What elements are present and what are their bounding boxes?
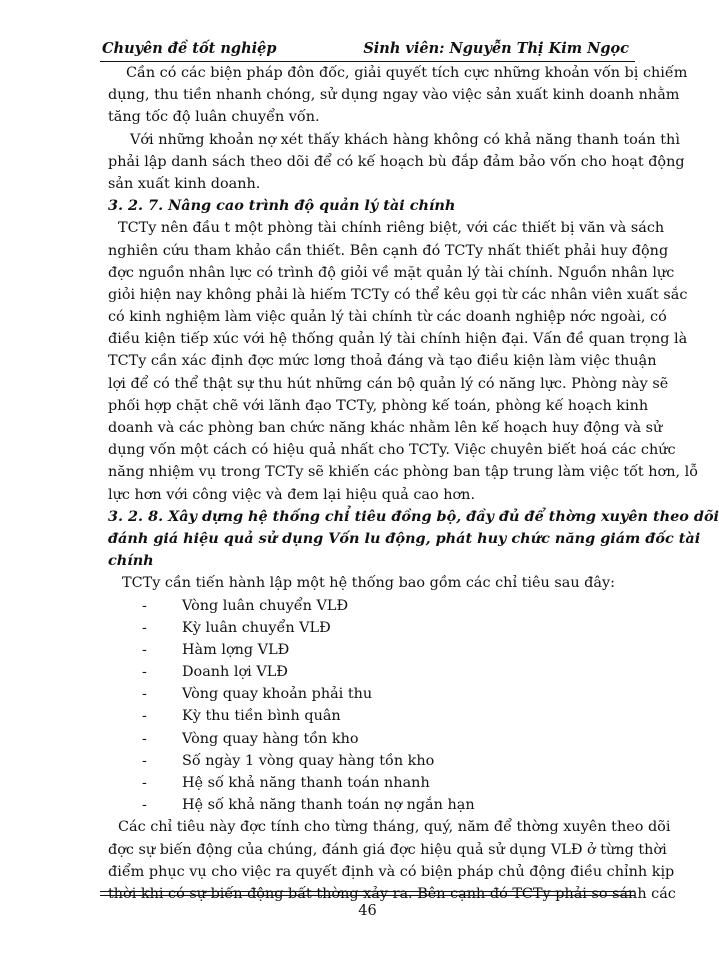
section-heading-line: 3. 2. 8. Xây dựng hệ thống chỉ tiêu đồng bộ, đầy đủ để thờng xuyên theo dõi (108, 507, 719, 525)
list-item (108, 728, 638, 750)
bullet-dash: - (142, 752, 147, 769)
paragraph-line: TCTy nên đầu t một phòng tài chính riêng biệt, với các thiết bị văn và sách (118, 220, 665, 237)
footer-rule-bottom (100, 895, 635, 896)
bullet-dash: - (142, 597, 147, 614)
list-item (108, 705, 638, 727)
bullet-dash: - (142, 708, 147, 725)
paragraph-line: TCTy cần xác định đợc mức lơng thoả đáng và tạo điều kiện làm việc thuận (108, 353, 657, 370)
paragraph-line: Các chỉ tiêu này đợc tính cho từng tháng, quý, năm để thờng xuyên theo dõi (118, 819, 671, 836)
section-heading-line: đánh giá hiệu quả sử dụng Vốn lu động, phát huy chức năng giám đốc tài (108, 529, 701, 547)
bullet-dash: - (142, 797, 147, 814)
list-item-text: Vòng luân chuyển VLĐ (182, 597, 349, 614)
list-item (108, 772, 638, 794)
list-item-text: Kỳ thu tiền bình quân (182, 708, 341, 725)
paragraph-line: dụng vốn một cách có hiệu quả nhất cho TCTy. Việc chuyên biết hoá các chức (108, 442, 676, 459)
list-item-text: Kỳ luân chuyển VLĐ (182, 619, 331, 636)
paragraph-line: nghiên cứu tham khảo cần thiết. Bên cạnh đó TCTy nhất thiết phải huy động (108, 242, 669, 259)
bullet-dash: - (142, 775, 147, 791)
bullet-dash: - (142, 686, 147, 703)
body-text (108, 62, 719, 905)
list-item (108, 750, 638, 772)
paragraph-line: tăng tốc độ luân chuyển vốn. (108, 109, 320, 126)
bullet-dash: - (142, 664, 147, 681)
paragraph-line: doanh và các phòng ban chức năng khác nhằm lên kế hoạch huy động và sử (108, 420, 663, 436)
list-item-text: Số ngày 1 vòng quay hàng tồn kho (182, 752, 435, 769)
bullet-dash: - (142, 641, 147, 658)
paragraph-line: điều kiện tiếp xúc với hệ thống quản lý tài chính hiện đại. Vấn đề quan trọng là (108, 331, 688, 348)
footer-rule-top (100, 891, 635, 892)
list-item (108, 617, 638, 639)
header-left-title: Chuyên đề tốt nghiệp (102, 40, 277, 57)
bullet-dash: - (142, 730, 147, 747)
section-heading-line: 3. 2. 7. Nâng cao trình độ quản lý tài chính (108, 197, 456, 215)
paragraph-line: lợi để có thể thật sự thu hút những cán bộ quản lý có năng lực. Phòng này sẽ (108, 375, 669, 392)
paragraph-line: điểm phục vụ cho việc ra quyết định và có biện pháp chủ động điều chỉnh kịp (108, 863, 675, 880)
section-heading-line: chính (108, 552, 154, 570)
list-item (108, 794, 638, 816)
paragraph-line: lực hơn với công việc và đem lại hiệu quả cao hơn. (108, 486, 476, 503)
paragraph-line: sản xuất kinh doanh. (108, 175, 261, 192)
bullet-dash: - (142, 619, 147, 636)
list-item-text: Hàm lợng VLĐ (182, 641, 290, 658)
paragraph-line: đợc sự biến động của chúng, đánh giá đợc hiệu quả sử dụng VLĐ ở từng thời (108, 841, 667, 858)
paragraph-line: Cần có các biện pháp đôn đốc, giải quyết tích cực những khoản vốn bị chiếm (126, 65, 688, 81)
paragraph-line: TCTy cần tiến hành lập một hệ thống bao gồm các chỉ tiêu sau đây: (122, 575, 615, 592)
list-item (108, 595, 638, 617)
paragraph-line: giỏi hiện nay không phải là hiếm TCTy có thể kêu gọi từ các nhân viên xuất sắc (108, 286, 688, 303)
list-item-text: Hệ số khả năng thanh toán nợ ngắn hạn (182, 797, 475, 814)
paragraph-line: Với những khoản nợ xét thấy khách hàng không có khả năng thanh toán thì (130, 131, 680, 148)
list-item-text: Vòng quay hàng tồn kho (182, 730, 359, 747)
paragraph-line: có kinh nghiệm làm việc quản lý tài chính từ các doanh nghiệp nớc ngoài, có (108, 309, 667, 326)
paragraph-line: năng nhiệm vụ trong TCTy sẽ khiến các phòng ban tập trung làm việc tốt hơn, lỗ (108, 464, 699, 481)
page-number: 46 (358, 903, 377, 919)
paragraph-line: phải lập danh sách theo dõi để có kế hoạch bù đắp đảm bảo vốn cho hoạt động (108, 153, 685, 170)
paragraph-line: phối hợp chặt chẽ với lãnh đạo TCTy, phòng kế toán, phòng kế hoạch kinh (108, 397, 649, 414)
header-right-author: Sinh viên: Nguyễn Thị Kim Ngọc (363, 40, 629, 57)
list-item (108, 683, 638, 705)
list-item (108, 639, 638, 661)
paragraph-line: đợc nguồn nhân lực có trình độ giỏi về mặt quản lý tài chính. Nguồn nhân lực (108, 264, 675, 281)
list-item-text: Vòng quay khoản phải thu (182, 686, 373, 703)
list-item (108, 661, 638, 683)
paragraph-line: dụng, thu tiền nhanh chóng, sử dụng ngay vào việc sản xuất kinh doanh nhằm (108, 87, 680, 104)
list-item-text: Doanh lợi VLĐ (182, 664, 288, 681)
page-header (100, 40, 635, 62)
list-item-text: Hệ số khả năng thanh toán nhanh (182, 775, 430, 791)
paragraph-line: thời khi có sự biến động bất thờng xảy ra. Bên cạnh đó TCTy phải so sánh các (108, 885, 676, 902)
